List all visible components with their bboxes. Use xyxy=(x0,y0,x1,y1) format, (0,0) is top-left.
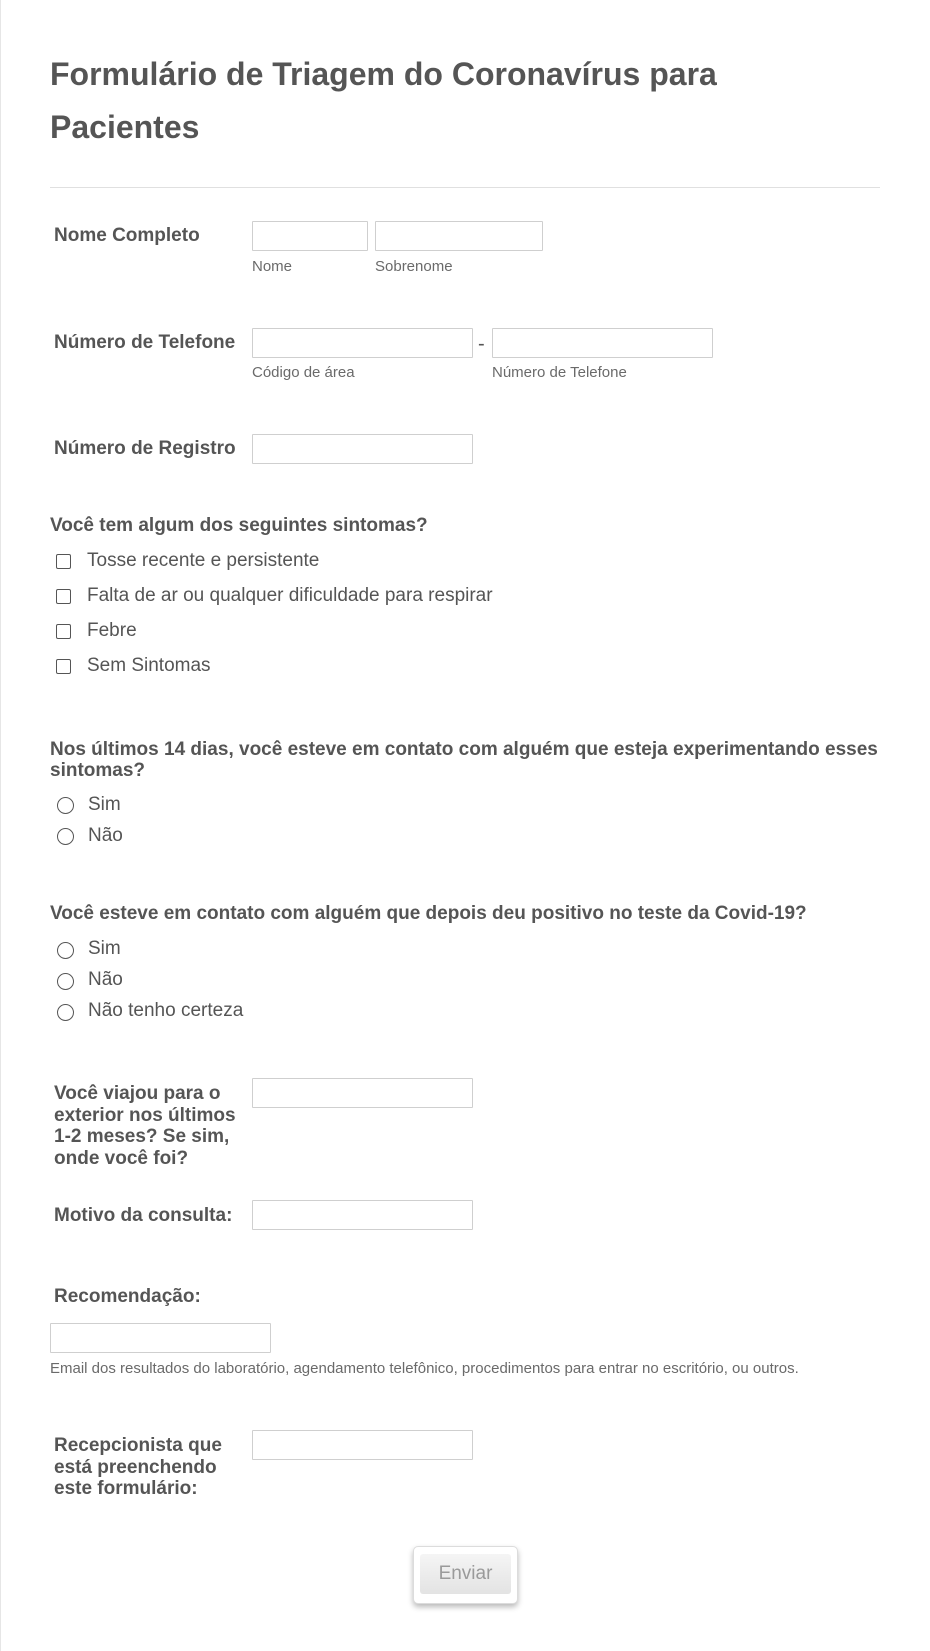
contact-positive-radio[interactable] xyxy=(57,942,74,959)
phone-number-input[interactable] xyxy=(492,328,713,358)
symptom-checkbox[interactable] xyxy=(56,589,71,604)
form-title: Formulário de Triagem do Coronavírus para Pacientes xyxy=(50,56,717,145)
last-name-sublabel: Sobrenome xyxy=(375,258,453,275)
radio-option-label: Sim xyxy=(88,794,121,815)
radio-option-label: Não tenho certeza xyxy=(88,1000,244,1021)
contact-14-days-radio[interactable] xyxy=(57,797,74,814)
radio-option-label: Sim xyxy=(88,938,121,959)
contact-14-days-radio[interactable] xyxy=(57,828,74,845)
page-left-border xyxy=(0,0,1,1651)
first-name-input[interactable] xyxy=(252,221,368,251)
contact-positive-question: Você esteve em contato com alguém que depois deu positivo no teste da Covid-19? xyxy=(50,903,807,924)
registration-input[interactable] xyxy=(252,434,473,464)
visit-reason-label: Motivo da consulta: xyxy=(54,1205,233,1226)
recommendation-input[interactable] xyxy=(50,1323,271,1353)
receptionist-input[interactable] xyxy=(252,1430,473,1460)
recommendation-hint: Email dos resultados do laboratório, agendamento telefônico, procedimentos para entrar no escritório, ou outros. xyxy=(50,1360,799,1377)
area-code-input[interactable] xyxy=(252,328,473,358)
symptom-option-label: Tosse recente e persistente xyxy=(87,550,320,571)
symptom-checkbox[interactable] xyxy=(56,624,71,639)
submit-button[interactable]: Enviar xyxy=(420,1554,511,1594)
recommendation-label: Recomendação: xyxy=(54,1286,201,1307)
travel-label: Você viajou para o exterior nos últimos 1-2 meses? Se sim, onde você foi? xyxy=(54,1083,236,1169)
receptionist-label: Recepcionista que está preenchendo este formulário: xyxy=(54,1435,222,1499)
contact-positive-radio[interactable] xyxy=(57,1004,74,1021)
contact-positive-radio[interactable] xyxy=(57,973,74,990)
symptom-checkbox[interactable] xyxy=(56,554,71,569)
symptoms-question: Você tem algum dos seguintes sintomas? xyxy=(50,515,428,536)
title-divider xyxy=(50,187,880,188)
area-code-sublabel: Código de área xyxy=(252,364,355,381)
full-name-label: Nome Completo xyxy=(54,225,200,246)
registration-label: Número de Registro xyxy=(54,438,236,459)
phone-separator: - xyxy=(478,333,485,355)
last-name-input[interactable] xyxy=(375,221,543,251)
phone-label: Número de Telefone xyxy=(54,332,236,353)
symptom-option-label: Falta de ar ou qualquer dificuldade para respirar xyxy=(87,585,493,606)
first-name-sublabel: Nome xyxy=(252,258,293,275)
contact-14-days-question: Nos últimos 14 dias, você esteve em contato com alguém que esteja experimentando esses sintomas? xyxy=(50,739,878,781)
symptom-option-label: Sem Sintomas xyxy=(87,655,211,676)
radio-option-label: Não xyxy=(88,969,123,990)
symptom-checkbox[interactable] xyxy=(56,659,71,674)
travel-input[interactable] xyxy=(252,1078,473,1108)
radio-option-label: Não xyxy=(88,825,123,846)
submit-button-frame xyxy=(413,1546,518,1604)
visit-reason-input[interactable] xyxy=(252,1200,473,1230)
symptom-option-label: Febre xyxy=(87,620,137,641)
phone-number-sublabel: Número de Telefone xyxy=(492,364,627,381)
